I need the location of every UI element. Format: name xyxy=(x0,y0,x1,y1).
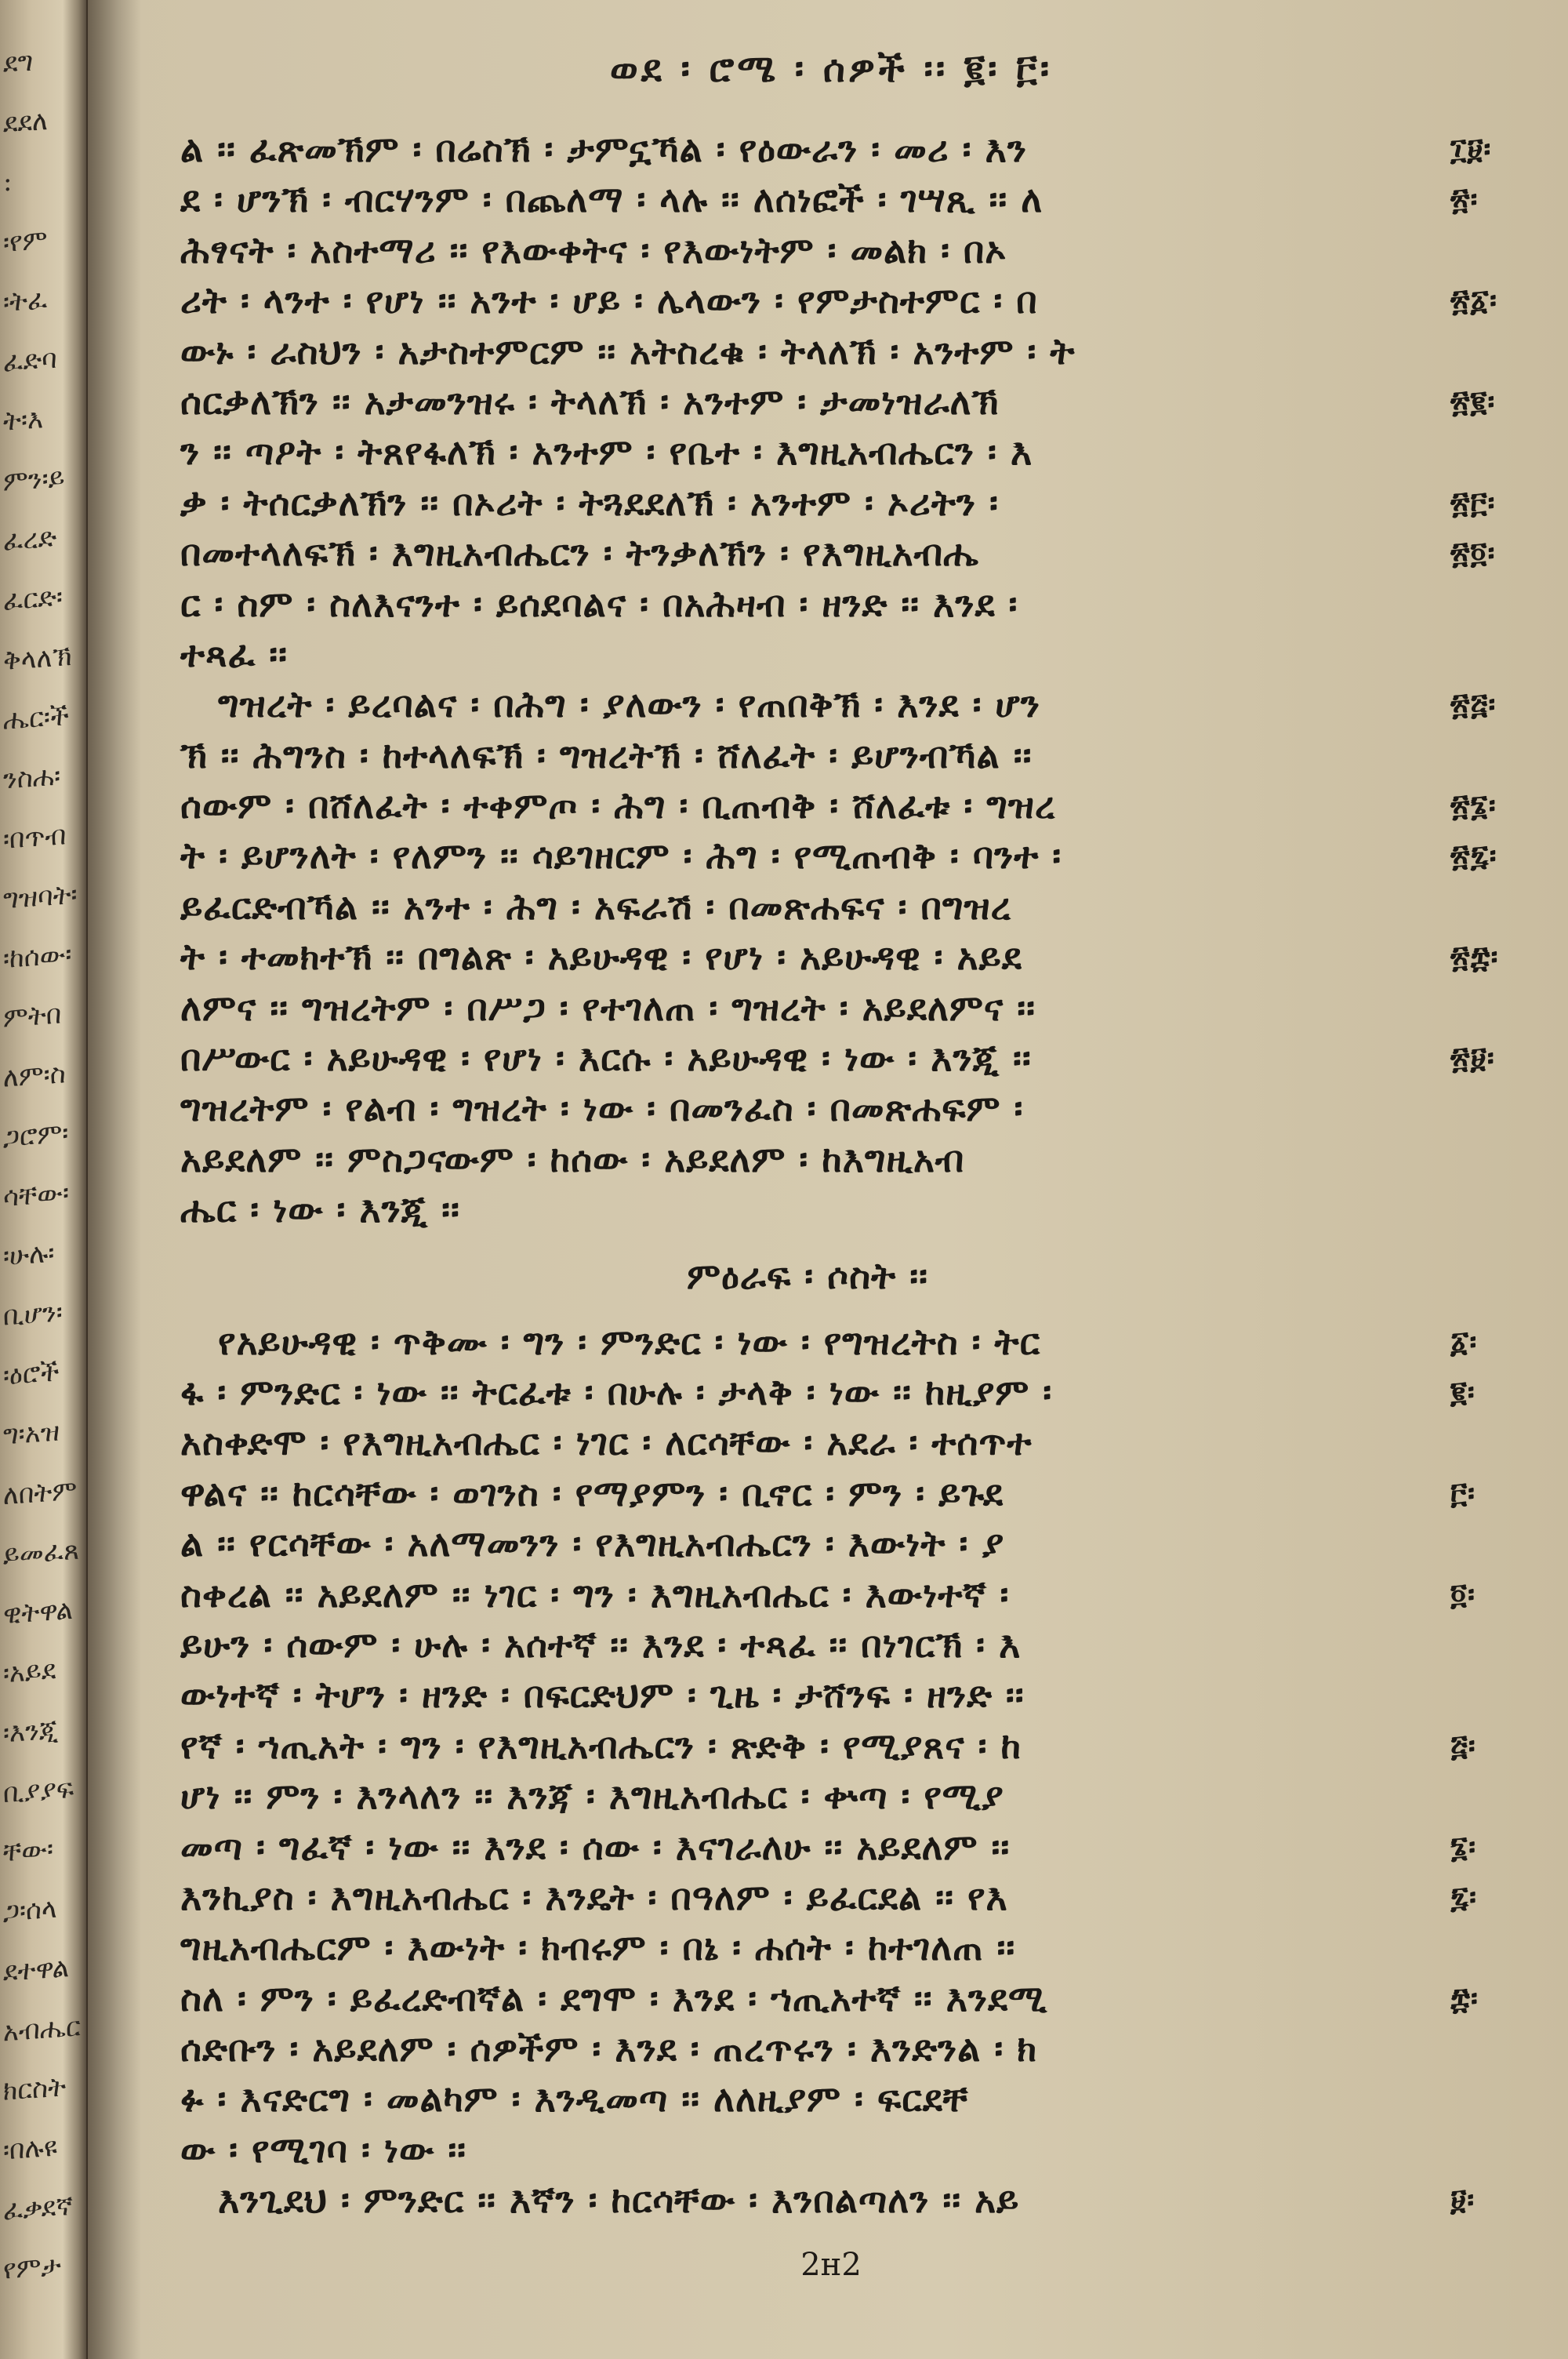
line-text: ሔር ፡ ነው ፡ እንጂ ፡፡ xyxy=(180,1188,460,1231)
verse-number: ፳፭፡ xyxy=(1450,686,1497,722)
line-text: ይፈርድብኻል ፡፡ አንተ ፡ ሕግ ፡ አፍራሽ ፡ በመጽሐፍና ፡ በግዝረ xyxy=(180,885,1012,928)
text-line xyxy=(180,376,1496,427)
facing-page-fragment: ሔር፡ች xyxy=(3,700,69,736)
text-line xyxy=(180,1872,1477,1922)
line-text: ቃ ፡ ትሰርቃለኽን ፡፡ በኦሪት ፡ ትጓደደለኽ ፡ አንተም ፡ ኦሪትን ፡ xyxy=(180,481,999,524)
verse-number: ፱፡ xyxy=(1450,2182,1475,2218)
line-text: ይሁን ፡ ሰውም ፡ ሁሉ ፡ አሰተኛ ፡፡ እንደ ፡ ተጻፈ ፡፡ በነገርኽ ፡ እ xyxy=(180,1623,1022,1666)
facing-page-edge xyxy=(0,0,88,2359)
line-text: እንኪያስ ፡ እግዚአብሔር ፡ እንዴት ፡ በዓለም ፡ ይፈርደል ፡፡ የእ xyxy=(180,1875,1008,1918)
text-line xyxy=(180,1417,1435,1467)
text-line xyxy=(180,730,1435,780)
line-text: ደ ፡ ሆንኽ ፡ ብርሃንም ፡ በጨለማ ፡ ላሉ ፡፡ ለሰነፎች ፡ ገሣጺ ፡፡ ለ xyxy=(180,178,1044,221)
text-line xyxy=(180,478,1496,528)
line-text: ሪት ፡ ላንተ ፡ የሆነ ፡፡ አንተ ፡ ሆይ ፡ ሌላውን ፡ የምታስተምር ፡ በ xyxy=(180,279,1038,322)
text-line xyxy=(180,174,1479,224)
facing-page-fragment: ግ፡አዝ xyxy=(3,1416,60,1452)
facing-page-fragment: ግዝባት፡ xyxy=(3,878,78,916)
text-line xyxy=(180,275,1497,325)
facing-page-fragment: ፡የም xyxy=(3,224,48,259)
line-text: በመተላለፍኽ ፡ እግዚአብሔርን ፡ ትንቃለኽን ፡ የእግዚአብሔ xyxy=(180,532,979,575)
line-text: ት ፡ ተመክተኽ ፡፡ በግልጽ ፡ አይሁዳዊ ፡ የሆነ ፡ አይሁዳዊ ፡ አይደ xyxy=(180,936,1022,979)
text-line xyxy=(180,932,1499,982)
text-line xyxy=(180,1721,1476,1771)
verse-number: ፳፬፡ xyxy=(1450,535,1496,571)
line-text: ለምና ፡፡ ግዝረትም ፡ በሥጋ ፡ የተገለጠ ፡ ግዝረት ፡ አይደለምና ፡፡ xyxy=(180,986,1036,1029)
text-line xyxy=(180,780,1497,831)
facing-page-fragment: ፡ትፈ xyxy=(3,284,48,318)
verse-number: ፳፮፡ xyxy=(1450,787,1497,823)
line-text: ሆነ ፡፡ ምን ፡ እንላለን ፡፡ እንጃ ፡ እግዚአብሔር ፡ ቍጣ ፡ የሚያ xyxy=(180,1775,1004,1818)
text-line xyxy=(180,881,1435,932)
facing-page-fragment: ት፡እ xyxy=(3,403,44,438)
facing-page-fragment: ፈረድ xyxy=(3,522,57,558)
facing-page-fragment: ምትበ xyxy=(3,998,62,1034)
line-text: ውነተኛ ፡ ትሆን ፡ ዘንድ ፡ በፍርድህም ፡ ጊዜ ፡ ታሸንፍ ፡ ዘንድ ፡፡ xyxy=(180,1674,1025,1717)
line-text: ዋልና ፡፡ ከርሳቸው ፡ ወገንስ ፡ የማያምን ፡ ቢኖር ፡ ምን ፡ ይጉደ xyxy=(180,1471,1004,1514)
running-header: ወደ ፡ ሮሜ ፡ ሰዎች ፡፡ ፪፡ ፫፡ xyxy=(609,47,1053,91)
text-line xyxy=(180,1367,1475,1417)
line-text: ተጻፈ ፡፡ xyxy=(180,632,288,675)
text-line xyxy=(180,1973,1479,2023)
book-page xyxy=(125,31,1537,2337)
line-text: አይደለም ፡፡ ምስጋናውም ፡ ከሰው ፡ አይደለም ፡ ከእግዚአብ xyxy=(180,1137,965,1180)
line-text: ፉ ፡ እናድርግ ፡ መልካም ፡ እንዲመጣ ፡፡ ለለዚያም ፡ ፍርደቸ xyxy=(180,2077,969,2121)
line-text: በሥውር ፡ አይሁዳዊ ፡ የሆነ ፡ እርሱ ፡ አይሁዳዊ ፡ ነው ፡ እንጂ ፡፡ xyxy=(180,1037,1032,1080)
verse-number: ፬፡ xyxy=(1450,1576,1475,1612)
facing-page-fragment: ፡እንጂ xyxy=(3,1714,59,1750)
line-text: ፋ ፡ ምንድር ፡ ነው ፡፡ ትርፈቱ ፡ በሁሉ ፡ ታላቅ ፡ ነው ፡፡ ከዚያም ፡ xyxy=(180,1370,1053,1413)
text-line xyxy=(180,579,1435,629)
text-line xyxy=(180,528,1496,578)
facing-page-fragment: : xyxy=(3,165,13,198)
line-text: ሰድቡን ፡ አይደለም ፡ ሰዎችም ፡ እንደ ፡ ጠረጥሩን ፡ እንድንል ፡ ክ xyxy=(180,2027,1038,2070)
facing-page-fragment: ፡በሉዩ xyxy=(3,2131,57,2167)
page-body xyxy=(180,124,1499,2226)
facing-page-fragment: ቸው፡ xyxy=(3,1833,54,1869)
line-text: ው ፡ የሚገባ ፡ ነው ፡፡ xyxy=(180,2128,467,2171)
line-text: ግዝረትም ፡ የልብ ፡ ግዝረት ፡ ነው ፡ በመንፈስ ፡ በመጽሐፍም ፡ xyxy=(180,1087,1024,1130)
facing-page-fragment: የምታ xyxy=(3,2250,61,2286)
verse-number: ፪፡ xyxy=(1450,1373,1475,1409)
facing-page-fragment: ፈርድ፡ xyxy=(3,581,63,617)
facing-page-fragment: ለም፡ስ xyxy=(3,1058,66,1094)
facing-page-fragment: ፡በጥብ xyxy=(3,820,67,856)
facing-page-fragment: ለበትም xyxy=(3,1474,78,1512)
page-signature: 2н2 xyxy=(800,2247,862,2283)
verse-number: ፳፯፡ xyxy=(1450,838,1497,874)
facing-page-fragment: ፡ዕሮች xyxy=(3,1356,60,1392)
line-text: መጣ ፡ ግፈኛ ፡ ነው ፡፡ እንደ ፡ ሰው ፡ እናገራለሁ ፡፡ አይደለም ፡፡ xyxy=(180,1825,1011,1868)
verse-number: ፳፡ xyxy=(1450,181,1479,217)
facing-page-fragment: ፈድባ xyxy=(3,343,57,379)
facing-page-fragment: ቢያያፍ xyxy=(3,1772,74,1810)
line-text: ሕፃናት ፡ አስተማሪ ፡፡ የእውቀትና ፡ የእውነትም ፡ መልክ ፡ በኦ xyxy=(180,228,1007,271)
verse-number: ፳፩፡ xyxy=(1450,282,1497,318)
line-text: እንጊደህ ፡ ምንድር ፡፡ እኛን ፡ ከርሳቸው ፡ እንበልጣለን ፡፡ አይ xyxy=(218,2179,1020,2222)
verse-number: ፰፡ xyxy=(1450,1979,1479,2016)
facing-page-fragment: ይመፈጸ xyxy=(3,1534,80,1572)
facing-page-fragment: ጋሮም፡ xyxy=(3,1118,69,1154)
facing-page-fragment: ደደለ xyxy=(3,105,48,140)
text-line xyxy=(180,124,1492,174)
verse-number: ፯፡ xyxy=(1450,1878,1477,1914)
text-line xyxy=(180,1468,1475,1518)
facing-page-fragment: ንስሐ፡ xyxy=(3,760,61,796)
line-text: ሰውም ፡ በሸለፈት ፡ ተቀምጦ ፡ ሕግ ፡ ቢጠብቅ ፡ ሸለፈቱ ፡ ግዝረ xyxy=(180,784,1056,827)
facing-page-fragment: ቢሆን፡ xyxy=(3,1296,63,1332)
text-line xyxy=(180,1184,1435,1234)
verse-number: ፳፱፡ xyxy=(1450,1040,1495,1076)
text-line xyxy=(180,2125,1435,2175)
line-text: ን ፡፡ ጣዖት ፡ ትጸየፋለኽ ፡ አንተም ፡ የቤተ ፡ እግዚአብሔርን ፡ እ xyxy=(180,431,1033,474)
text-line xyxy=(180,1670,1435,1720)
line-text: ስቀረል ፡፡ አይደለም ፡፡ ነገር ፡ ግን ፡ እግዚአብሔር ፡ እውነተኛ ፡ xyxy=(180,1572,1010,1616)
text-line xyxy=(180,326,1435,376)
line-text: ስለ ፡ ምን ፡ ይፈረድብኛል ፡ ደግሞ ፡ እንደ ፡ ኀጢአተኛ ፡፡ እንደሚ xyxy=(180,1976,1048,2019)
line-text: ኽ ፡፡ ሕግንስ ፡ ከተላለፍኽ ፡ ግዝረትኽ ፡ ሸለፈት ፡ ይሆንብኻል ፡፡ xyxy=(180,733,1033,776)
text-line xyxy=(180,831,1497,881)
facing-page-fragment: ፡ሁሉ፡ xyxy=(3,1237,55,1273)
text-line xyxy=(180,1518,1435,1568)
line-text: ግዚአብሔርም ፡ እውነት ፡ ክብሩም ፡ በኔ ፡ ሐሰት ፡ ከተገለጠ ፡፡ xyxy=(180,1926,1016,1969)
text-line xyxy=(180,225,1435,275)
facing-page-fragment: ዊትዋል xyxy=(3,1594,74,1631)
text-line xyxy=(180,1033,1495,1083)
facing-page-fragment: ፡ከሰው፡ xyxy=(3,938,72,976)
line-text: ል ፡፡ የርሳቸው ፡ አለማመንን ፡ የእግዚአብሔርን ፡ እውነት ፡ ያ xyxy=(180,1522,1005,1565)
text-line xyxy=(180,1771,1435,1821)
text-line xyxy=(180,1317,1478,1367)
facing-page-fragment: ደግ xyxy=(3,45,34,80)
facing-page-fragment: ጋ፡ሰላ xyxy=(3,1892,57,1928)
facing-page-fragment: ክርስት xyxy=(3,2071,67,2107)
chapter-heading: ምዕራፍ ፡ ሶስት ፡፡ xyxy=(687,1254,928,1297)
text-line xyxy=(180,1619,1435,1670)
line-text: የኛ ፡ ኀጢአት ፡ ግን ፡ የእግዚአብሔርን ፡ ጽድቅ ፡ የሚያጸና ፡ ከ xyxy=(180,1724,1022,1767)
text-line xyxy=(180,1134,1435,1184)
facing-page-fragment: ሳቸው፡ xyxy=(3,1177,70,1213)
text-line xyxy=(180,679,1497,729)
verse-number: ፳፪፡ xyxy=(1450,383,1496,419)
line-text: አስቀድሞ ፡ የእግዚአብሔር ፡ ነገር ፡ ለርሳቸው ፡ አደራ ፡ ተሰጥተ xyxy=(180,1421,1033,1464)
text-line xyxy=(180,983,1435,1033)
text-line xyxy=(180,1822,1477,1872)
line-text: ሰርቃለኽን ፡፡ አታመንዝሩ ፡ ትላለኽ ፡ አንተም ፡ ታመነዝራለኽ xyxy=(180,380,1000,423)
text-line xyxy=(180,2023,1435,2074)
line-text: ል ፡፡ ፈጽመኽም ፡ በሬስኽ ፡ ታምኗኻል ፡ የዕውራን ፡ መሪ ፡ እን xyxy=(180,128,1027,170)
verse-number: ፭፡ xyxy=(1450,1727,1476,1763)
text-line xyxy=(180,1569,1475,1619)
text-line xyxy=(180,629,1435,679)
text-line xyxy=(180,1083,1435,1133)
verse-number: ፮፡ xyxy=(1450,1828,1477,1864)
verse-number: ፳፫፡ xyxy=(1450,484,1496,520)
facing-page-fragment: ፡አይደ xyxy=(3,1654,56,1690)
verse-number: ፲፱፡ xyxy=(1450,131,1492,166)
line-text: ውኑ ፡ ራስህን ፡ አታስተምርም ፡፡ አትስረቁ ፡ ትላለኽ ፡ አንተም ፡ ት xyxy=(180,329,1076,373)
text-line xyxy=(180,427,1435,477)
text-line xyxy=(180,1922,1435,1972)
line-text: የአይሁዳዊ ፡ ጥቅሙ ፡ ግን ፡ ምንድር ፡ ነው ፡ የግዝረትስ ፡ ትር xyxy=(218,1320,1041,1363)
verse-number: ፩፡ xyxy=(1450,1323,1478,1359)
verse-number: ፫፡ xyxy=(1450,1474,1475,1510)
facing-page-fragment: ምን፡ይ xyxy=(3,462,65,498)
line-text: ት ፡ ይሆንለት ፡ የለምን ፡፡ ሳይገዘርም ፡ ሕግ ፡ የሚጠብቅ ፡ ባንተ ፡ xyxy=(180,834,1062,878)
facing-page-fragment: ቅላለኽ xyxy=(3,640,72,678)
verse-number: ፳፰፡ xyxy=(1450,939,1499,975)
text-line xyxy=(180,2175,1475,2225)
facing-page-fragment: ፈቃደኛ xyxy=(3,2190,73,2227)
line-text: ግዝረት ፡ ይረባልና ፡ በሕግ ፡ ያለውን ፡ የጠበቅኽ ፡ እንደ ፡ ሆን xyxy=(218,683,1040,726)
text-line xyxy=(180,2074,1435,2124)
facing-page-fragment: ደተዋል xyxy=(3,1952,70,1988)
facing-page-fragment: አብሔር xyxy=(3,2011,81,2048)
line-text: ር ፡ ስም ፡ ስለእናንተ ፡ ይሰደባልና ፡ በአሕዛብ ፡ ዘንድ ፡፡ እንደ ፡ xyxy=(180,582,1018,625)
